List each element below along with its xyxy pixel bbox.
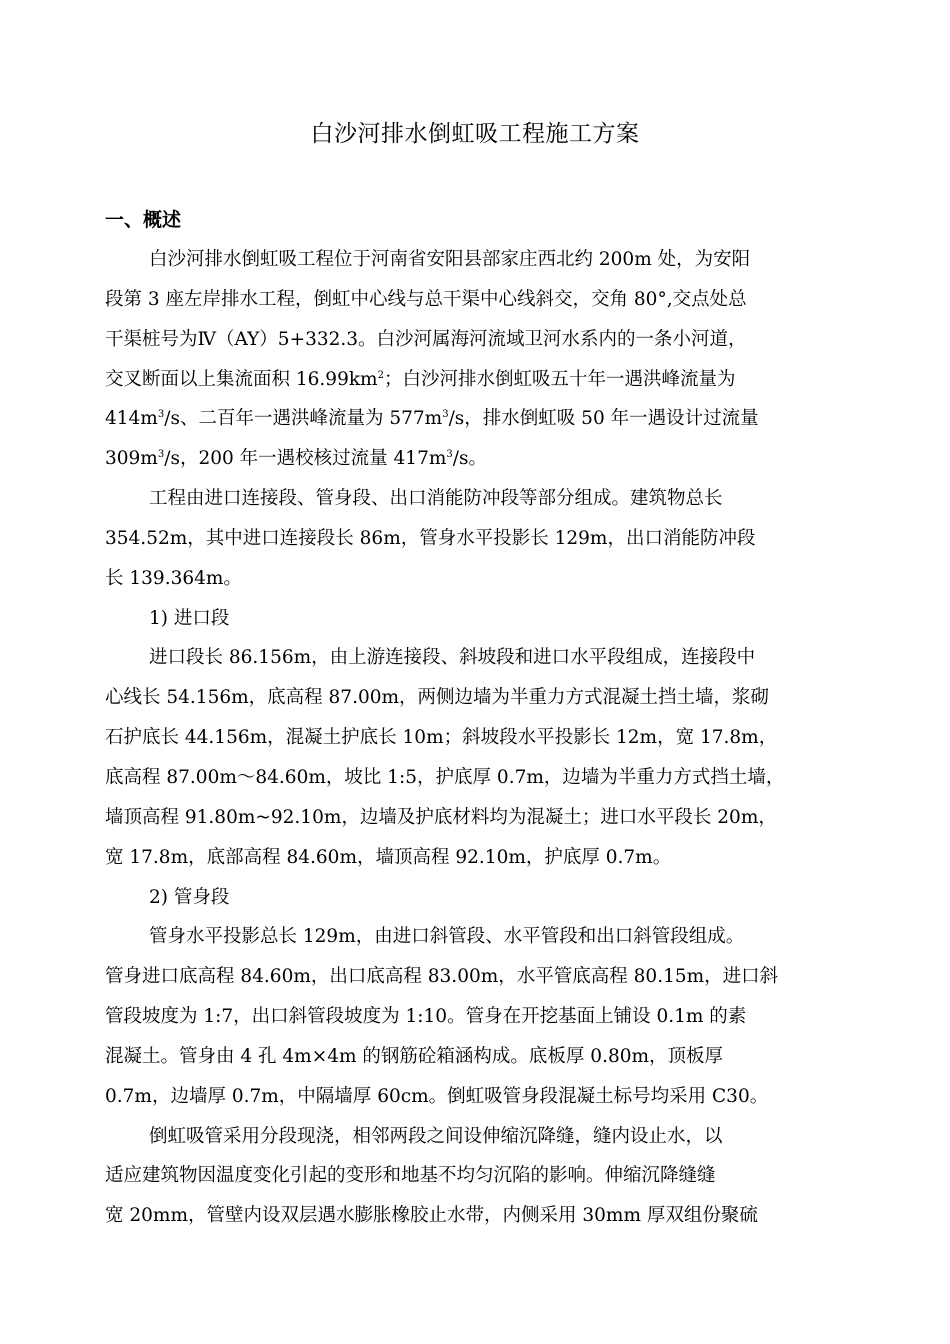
superscript: 3 bbox=[442, 409, 449, 421]
body-line: 管身水平投影总长 129m，由进口斜管段、水平管段和出口斜管段组成。 bbox=[149, 926, 745, 948]
text-run: /s，200 年一遇校核过流量 417m bbox=[164, 448, 447, 470]
text-run: /s。 bbox=[452, 448, 487, 470]
body-line bbox=[105, 399, 865, 439]
superscript: 2 bbox=[377, 369, 384, 381]
body-line: 工程由进口连接段、管身段、出口消能防冲段等部分组成。建筑物总长 bbox=[149, 488, 723, 510]
body-line: 石护底长 44.156m，混凝土护底长 10m；斜坡段水平投影长 12m，宽 17.8m， bbox=[105, 727, 778, 749]
body-line: 段第 3 座左岸排水工程，倒虹中心线与总干渠中心线斜交，交角 80°,交点处总 bbox=[105, 288, 747, 310]
body-line: 白沙河排水倒虹吸工程位于河南省安阳县部家庄西北约 200m 处，为安阳 bbox=[149, 249, 751, 270]
superscript: 3 bbox=[157, 449, 165, 461]
body-line: 宽 17.8m，底部高程 84.60m，墙顶高程 92.10m，护底厚 0.7m。 bbox=[105, 846, 672, 868]
body-line bbox=[105, 439, 865, 479]
body-line: 心线长 54.156m，底高程 87.00m，两侧边墙为半重力方式混凝土挡土墙，浆砌 bbox=[105, 687, 770, 709]
body-line: 混凝土。管身由 4 孔 4m×4m 的钢筋砼箱涵构成。底板厚 0.80m，顶板厚 bbox=[105, 1045, 724, 1067]
body-line: 宽 20mm，管壁内设双层遇水膨胀橡胶止水带，内侧采用 30mm 厚双组份聚硫 bbox=[105, 1205, 758, 1227]
document-title: 白沙河排水倒虹吸工程施工方案 bbox=[310, 121, 640, 147]
text-run: 309m bbox=[105, 448, 158, 470]
body-line: 0.7m，边墙厚 0.7m，中隔墙厚 60cm。倒虹吸管身段混凝土标号均采用 C30。 bbox=[105, 1085, 769, 1107]
body-line: 干渠桩号为Ⅳ（AY）5+332.3。白沙河属海河流域卫河水系内的一条小河道， bbox=[105, 328, 747, 350]
body-line: 墙顶高程 91.80m~92.10m，边墙及护底材料均为混凝土；进口水平段长 20m， bbox=[105, 806, 777, 828]
text-run: 414m bbox=[105, 408, 158, 430]
text-run: ；白沙河排水倒虹吸五十年一遇洪峰流量为 bbox=[383, 368, 736, 390]
body-line: 长 139.364m。 bbox=[105, 567, 242, 589]
body-line: 倒虹吸管采用分段现浇，相邻两段之间设伸缩沉降缝，缝内设止水，以 bbox=[149, 1125, 723, 1147]
section-heading: 一、概述 bbox=[105, 209, 182, 231]
text-run: 交叉断面以上集流面积 16.99km bbox=[105, 368, 378, 390]
body-line: 进口段长 86.156m，由上游连接段、斜坡段和进口水平段组成，连接段中 bbox=[149, 647, 756, 669]
body-line: 354.52m，其中进口连接段长 86m，管身水平投影长 129m，出口消能防冲段 bbox=[105, 527, 756, 549]
subsection-title: 1) 进口段 bbox=[149, 607, 230, 629]
body-line: 管段坡度为 1:7，出口斜管段坡度为 1:10。管身在开挖基面上铺设 0.1m 的素 bbox=[105, 1006, 747, 1028]
text-run: /s，排水倒虹吸 50 年一遇设计过流量 bbox=[448, 408, 759, 430]
body-line: 管身进口底高程 84.60m，出口底高程 83.00m，水平管底高程 80.15m，进口斜 bbox=[105, 966, 779, 988]
body-line bbox=[105, 360, 865, 400]
subsection-title: 2) 管身段 bbox=[149, 886, 230, 908]
superscript: 3 bbox=[446, 449, 453, 461]
document-body bbox=[105, 240, 865, 1236]
superscript: 3 bbox=[157, 409, 165, 421]
text-run: /s、二百年一遇洪峰流量为 577m bbox=[164, 408, 443, 430]
body-line: 底高程 87.00m～84.60m，坡比 1:5，护底厚 0.7m，边墙为半重力方式挡土墙， bbox=[105, 766, 785, 788]
body-line: 适应建筑物因温度变化引起的变形和地基不均匀沉陷的影响。伸缩沉降缝缝 bbox=[105, 1165, 716, 1187]
